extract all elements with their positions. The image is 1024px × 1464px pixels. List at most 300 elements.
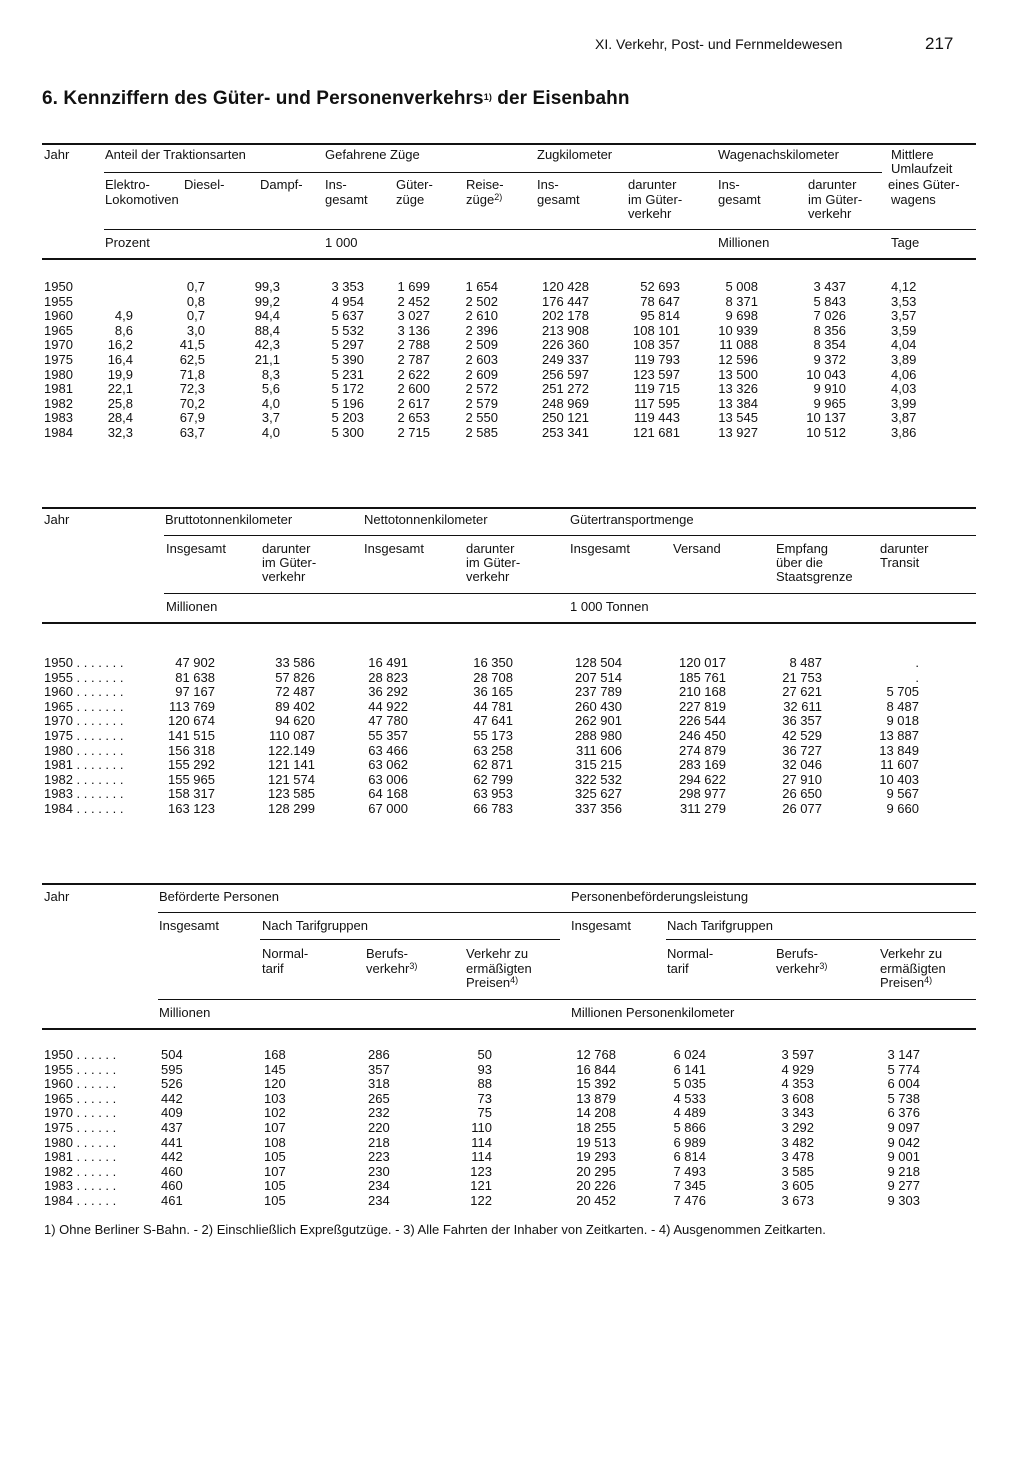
cell-bins: 141 515 (168, 728, 215, 743)
cell-bins: 158 317 (168, 786, 215, 802)
cell-pnorm: 103 (264, 1090, 286, 1106)
cell-jahr: 1984 . . . . . . . (44, 801, 124, 816)
cell-pins: 460 (161, 1163, 183, 1179)
cell-zins: 5 300 (331, 425, 364, 440)
table-row (0, 396, 1024, 411)
cell-dampf: 94,4 (254, 308, 280, 324)
cell-lerm: 9 218 (887, 1163, 920, 1179)
cell-pber: 230 (368, 1163, 390, 1179)
cell-empf: 36 357 (782, 713, 822, 729)
table-row (0, 1120, 1024, 1135)
table-rule (104, 172, 882, 173)
cell-vers: 311 279 (679, 801, 726, 816)
cell-wins: 13 500 (718, 366, 758, 382)
cell-kgut: 52 693 (640, 279, 680, 294)
cell-bgut: 122.149 (268, 742, 315, 758)
header-verkehr-zu: Verkehr zu (466, 946, 529, 961)
header-gefahrene-zuege: Gefahrene Züge (325, 147, 420, 162)
cell-pins: 460 (161, 1178, 183, 1194)
cell-tage: 3,87 (891, 410, 917, 426)
cell-tage: 3,86 (891, 425, 917, 440)
header-insgesamt: Insgesamt (364, 541, 424, 556)
cell-gins: 128 504 (575, 655, 622, 670)
cell-jahr: 1965 . . . . . . (44, 1090, 117, 1106)
header-berufsverkehr (366, 961, 417, 976)
cell-wins: 11 088 (719, 337, 758, 353)
cell-kgut: 119 715 (633, 381, 680, 397)
cell-dampf: 88,4 (254, 322, 280, 338)
cell-empf: 26 077 (782, 801, 822, 816)
cell-elektro: 4,9 (114, 308, 133, 324)
cell-kins: 120 428 (542, 279, 589, 294)
cell-jahr: 1983 . . . . . . . (44, 786, 124, 802)
cell-jahr: 1950 (44, 279, 73, 294)
cell-jahr: 1984 . . . . . . (44, 1193, 117, 1208)
table-row (0, 367, 1024, 382)
table-row (0, 684, 1024, 699)
page-title-end: der Eisenbahn (491, 88, 630, 109)
cell-perm: 93 (477, 1061, 492, 1077)
cell-jahr: 1955 . . . . . . (44, 1061, 117, 1077)
table-rule (42, 258, 976, 260)
cell-vers: 185 761 (679, 669, 726, 685)
table-rule (164, 535, 976, 536)
cell-kins: 251 272 (542, 381, 589, 397)
cell-jahr: 1980 . . . . . . (44, 1134, 117, 1150)
header-ueber-die: über die (776, 555, 823, 570)
cell-zins: 5 196 (331, 395, 364, 411)
cell-empf: 21 753 (782, 669, 822, 685)
cell-lerm: 3 147 (887, 1047, 920, 1062)
cell-perm: 121 (470, 1178, 492, 1194)
cell-bgut: 57 826 (275, 669, 315, 685)
table-row (0, 410, 1024, 425)
footnote-mark: 4) (924, 975, 933, 985)
cell-empf: 32 611 (783, 698, 822, 714)
cell-lins: 20 452 (576, 1193, 616, 1208)
cell-jahr: 1950 . . . . . . . (44, 655, 124, 670)
table-row (0, 772, 1024, 787)
cell-perm: 114 (471, 1134, 492, 1150)
cell-perm: 88 (477, 1076, 492, 1092)
cell-lerm: 9 097 (887, 1120, 920, 1135)
cell-pnorm: 105 (264, 1193, 286, 1208)
header-jahr: Jahr (44, 147, 70, 162)
cell-lerm: 6 004 (887, 1076, 920, 1092)
cell-pins: 441 (161, 1134, 183, 1150)
header-zugkilometer: Zugkilometer (537, 147, 613, 162)
table-row (0, 294, 1024, 309)
cell-kgut: 119 443 (633, 410, 680, 426)
table-row (0, 1047, 1024, 1062)
header-darunter: darunter (262, 541, 311, 556)
header-normal: Normal- (262, 946, 309, 961)
header-darunter: darunter (466, 541, 515, 556)
unit-prozent: Prozent (105, 235, 150, 250)
cell-wins: 12 596 (718, 352, 758, 367)
cell-diesel: 0,7 (186, 308, 205, 324)
cell-lins: 19 293 (576, 1149, 616, 1165)
header-verkehr-zu: Verkehr zu (880, 946, 943, 961)
cell-dampf: 5,6 (261, 381, 280, 397)
cell-tage: 3,57 (891, 308, 917, 324)
cell-nins: 36 292 (368, 684, 408, 700)
unit-tage: Tage (891, 235, 920, 250)
header-darunter: darunter (628, 177, 677, 192)
header-verkehr-text: verkehr (776, 961, 820, 976)
header-berufs: Berufs- (366, 946, 408, 961)
cell-elektro: 25,8 (107, 395, 133, 411)
header-reisezuege (466, 192, 502, 207)
cell-empf: 27 910 (782, 771, 822, 787)
cell-empf: 8 487 (789, 655, 822, 670)
cell-vers: 227 819 (679, 698, 726, 714)
header-nach-tarifgruppen: Nach Tarifgruppen (262, 918, 368, 933)
header-insgesamt: Insgesamt (571, 918, 631, 933)
header-staatsgrenze: Staatsgrenze (776, 569, 853, 584)
cell-zins: 3 353 (331, 279, 364, 294)
cell-lber: 4 353 (781, 1076, 814, 1092)
header-verkehr-text: verkehr (366, 961, 410, 976)
table-rule (104, 229, 976, 230)
table-rule (666, 939, 976, 940)
cell-jahr: 1981 (44, 381, 73, 397)
unit-millionen: Millionen (166, 599, 218, 614)
cell-diesel: 0,7 (186, 279, 205, 294)
cell-pnorm: 108 (264, 1134, 286, 1150)
cell-kins: 253 341 (542, 425, 589, 440)
cell-tage: 3,53 (891, 293, 917, 309)
cell-wins: 10 939 (718, 322, 758, 338)
cell-lnorm: 7 476 (673, 1193, 706, 1208)
cell-zgut: 2 622 (397, 366, 430, 382)
cell-lber: 3 597 (781, 1047, 814, 1062)
cell-zreise: 2 609 (465, 366, 498, 382)
cell-zgut: 2 715 (397, 425, 430, 440)
header-dampf: Dampf- (260, 177, 303, 192)
cell-bins: 120 674 (168, 713, 215, 729)
cell-gins: 260 430 (575, 698, 622, 714)
cell-perm: 50 (477, 1047, 492, 1062)
header-transit: Transit (880, 555, 920, 570)
header-diesel: Diesel- (184, 177, 225, 192)
cell-pins: 595 (161, 1061, 183, 1077)
cell-jahr: 1981 . . . . . . . (44, 757, 124, 773)
cell-tage: 3,89 (891, 352, 917, 367)
cell-lber: 3 608 (781, 1090, 814, 1106)
cell-elektro: 16,4 (107, 352, 133, 367)
cell-trans: 9 660 (886, 801, 919, 816)
section-title: XI. Verkehr, Post- und Fernmeldewesen (595, 36, 843, 52)
cell-wgut: 9 965 (813, 395, 846, 411)
cell-lins: 20 295 (576, 1163, 616, 1179)
cell-wgut: 9 372 (813, 352, 846, 367)
cell-lerm: 9 042 (887, 1134, 920, 1150)
cell-trans: 11 607 (880, 757, 919, 773)
cell-jahr: 1984 (44, 425, 73, 440)
cell-empf: 42 529 (782, 728, 822, 743)
table-row (0, 670, 1024, 685)
cell-lnorm: 4 533 (673, 1090, 706, 1106)
cell-pber: 234 (368, 1193, 390, 1208)
cell-jahr: 1955 . . . . . . . (44, 669, 124, 685)
cell-diesel: 72,3 (179, 381, 205, 397)
cell-bins: 163 123 (168, 801, 215, 816)
header-preisen (880, 975, 932, 990)
header-anteil: Anteil der Traktionsarten (105, 147, 246, 162)
table-row (0, 655, 1024, 670)
table-row (0, 1135, 1024, 1150)
cell-wins: 13 545 (718, 410, 758, 426)
cell-perm: 122 (470, 1193, 492, 1208)
cell-zgut: 1 699 (397, 279, 430, 294)
cell-kins: 213 908 (542, 322, 589, 338)
page-number: 217 (925, 34, 954, 53)
cell-wgut: 9 910 (813, 381, 846, 397)
header-insgesamt: Insgesamt (570, 541, 630, 556)
cell-pber: 234 (368, 1178, 390, 1194)
table-row (0, 279, 1024, 294)
cell-jahr: 1980 (44, 366, 73, 382)
cell-nins: 63 062 (368, 757, 408, 773)
cell-elektro: 19,9 (107, 366, 133, 382)
page-title-main: 6. Kennziffern des Güter- und Personenverkehrs (42, 88, 484, 109)
header-berufsverkehr (776, 961, 827, 976)
footnote-mark: 2) (494, 192, 503, 202)
cell-tage: 4,12 (891, 279, 917, 294)
cell-jahr: 1982 . . . . . . (44, 1163, 117, 1179)
header-reise: Reise- (466, 177, 504, 192)
cell-nins: 55 357 (368, 728, 408, 743)
cell-kins: 250 121 (542, 410, 589, 426)
cell-zgut: 2 788 (397, 337, 430, 353)
cell-jahr: 1980 . . . . . . . (44, 742, 124, 758)
header-tarif: tarif (667, 961, 689, 976)
header-jahr: Jahr (44, 889, 70, 904)
table-row (0, 425, 1024, 440)
header-preisen-text: Preisen (880, 975, 925, 990)
header-personenbefoerderungsleistung: Personenbeförderungsleistung (571, 889, 749, 904)
cell-lnorm: 6 141 (673, 1061, 706, 1077)
header-darunter: darunter (808, 177, 857, 192)
table-row (0, 1076, 1024, 1091)
cell-gins: 322 532 (575, 771, 622, 787)
cell-jahr: 1970 . . . . . . . (44, 713, 124, 729)
cell-lnorm: 7 493 (673, 1163, 706, 1179)
header-wagenachskilometer: Wagenachskilometer (718, 147, 839, 162)
cell-lnorm: 5 035 (673, 1076, 706, 1092)
cell-pins: 461 (161, 1193, 183, 1208)
cell-jahr: 1981 . . . . . . (44, 1149, 117, 1165)
cell-zins: 5 172 (331, 381, 364, 397)
header-guetertransportmenge: Gütertransportmenge (570, 512, 694, 527)
unit-millionen: Millionen (718, 235, 770, 250)
cell-wgut: 10 137 (806, 410, 846, 426)
cell-zreise: 2 502 (465, 293, 498, 309)
header-bruttotonnenkilometer: Bruttotonnenkilometer (165, 512, 293, 527)
cell-trans: . (915, 669, 919, 685)
cell-wgut: 8 356 (813, 322, 846, 338)
cell-zgut: 2 653 (397, 410, 430, 426)
cell-elektro: 8,6 (114, 322, 133, 338)
table-rule (42, 507, 976, 509)
cell-wgut: 10 043 (806, 366, 846, 382)
cell-pber: 265 (368, 1090, 390, 1106)
cell-pber: 318 (368, 1076, 390, 1092)
cell-diesel: 41,5 (179, 337, 205, 353)
cell-kgut: 121 681 (633, 425, 680, 440)
cell-elektro: 22,1 (107, 381, 133, 397)
table-rule (164, 593, 976, 594)
cell-pnorm: 102 (264, 1105, 286, 1121)
table-rule (260, 939, 560, 940)
cell-wins: 13 927 (718, 425, 758, 440)
cell-trans: 5 705 (886, 684, 919, 700)
header-versand: Versand (673, 541, 721, 556)
cell-nins: 47 780 (368, 713, 408, 729)
cell-lnorm: 6 989 (673, 1134, 706, 1150)
cell-perm: 123 (470, 1163, 492, 1179)
table-row (0, 757, 1024, 772)
cell-bgut: 89 402 (275, 698, 315, 714)
table-row (0, 1164, 1024, 1179)
table-row (0, 308, 1024, 323)
unit-millionen: Millionen (159, 1005, 211, 1020)
cell-jahr: 1975 . . . . . . . (44, 728, 124, 743)
footnote-mark: 3) (409, 961, 418, 971)
cell-kgut: 117 595 (633, 395, 680, 411)
cell-elektro: 32,3 (107, 425, 133, 440)
cell-nins: 63 466 (368, 742, 408, 758)
cell-ngut: 16 350 (473, 655, 513, 670)
cell-zins: 4 954 (331, 293, 364, 309)
table-row (0, 728, 1024, 743)
header-ins: Ins- (718, 177, 740, 192)
cell-lber: 3 605 (781, 1178, 814, 1194)
header-gueter: Güter- (396, 177, 433, 192)
cell-ngut: 47 641 (473, 713, 513, 729)
cell-wgut: 8 354 (813, 337, 846, 353)
cell-gins: 207 514 (575, 669, 622, 685)
cell-kgut: 108 101 (633, 322, 680, 338)
header-gesamt: gesamt (537, 192, 580, 207)
table-row (0, 337, 1024, 352)
cell-bgut: 94 620 (275, 713, 315, 729)
cell-wins: 13 384 (718, 395, 758, 411)
cell-perm: 114 (471, 1149, 492, 1165)
cell-gins: 325 627 (575, 786, 622, 802)
cell-perm: 75 (477, 1105, 492, 1121)
cell-lber: 3 292 (781, 1120, 814, 1135)
cell-nins: 63 006 (368, 771, 408, 787)
cell-lerm: 9 001 (887, 1149, 920, 1165)
header-im-gueter: im Güter- (628, 192, 683, 207)
cell-lins: 19 513 (576, 1134, 616, 1150)
cell-jahr: 1982 . . . . . . . (44, 771, 124, 787)
cell-lber: 3 343 (781, 1105, 814, 1121)
cell-tage: 3,99 (891, 395, 917, 411)
table-row (0, 352, 1024, 367)
cell-zins: 5 297 (331, 337, 364, 353)
cell-kins: 248 969 (542, 395, 589, 411)
cell-diesel: 71,8 (179, 366, 205, 382)
cell-jahr: 1983 (44, 410, 73, 426)
cell-lerm: 9 303 (887, 1193, 920, 1208)
cell-zreise: 2 603 (465, 352, 498, 367)
cell-zgut: 2 600 (397, 381, 430, 397)
cell-zins: 5 532 (331, 322, 364, 338)
cell-diesel: 67,9 (179, 410, 205, 426)
header-ins: Ins- (325, 177, 347, 192)
cell-jahr: 1982 (44, 395, 73, 411)
cell-zreise: 1 654 (465, 279, 498, 294)
cell-empf: 26 650 (782, 786, 822, 802)
cell-bins: 97 167 (175, 684, 215, 700)
cell-dampf: 4,0 (261, 425, 280, 440)
cell-pnorm: 107 (264, 1120, 286, 1135)
cell-lnorm: 5 866 (673, 1120, 706, 1135)
header-im-gueter: im Güter- (808, 192, 863, 207)
cell-dampf: 21,1 (254, 352, 280, 367)
cell-empf: 27 621 (782, 684, 822, 700)
cell-wins: 8 371 (725, 293, 758, 309)
table-row (0, 1091, 1024, 1106)
cell-bins: 113 769 (168, 698, 215, 714)
header-gesamt: gesamt (325, 192, 368, 207)
cell-empf: 36 727 (782, 742, 822, 758)
cell-pnorm: 168 (264, 1047, 286, 1062)
cell-gins: 288 980 (575, 728, 622, 743)
cell-pins: 526 (161, 1076, 183, 1092)
cell-pnorm: 105 (264, 1149, 286, 1165)
cell-ngut: 55 173 (473, 728, 513, 743)
cell-jahr: 1975 (44, 352, 73, 367)
cell-ngut: 36 165 (473, 684, 513, 700)
cell-lins: 16 844 (576, 1061, 616, 1077)
cell-bgut: 110 087 (268, 728, 315, 743)
header-gesamt: gesamt (718, 192, 761, 207)
cell-trans: 13 849 (879, 742, 919, 758)
cell-tage: 3,59 (891, 322, 917, 338)
cell-kgut: 119 793 (633, 352, 680, 367)
cell-zreise: 2 572 (465, 381, 498, 397)
cell-dampf: 42,3 (254, 337, 280, 353)
cell-bins: 47 902 (175, 655, 215, 670)
cell-lins: 15 392 (576, 1076, 616, 1092)
cell-ngut: 44 781 (473, 698, 513, 714)
cell-vers: 120 017 (679, 655, 726, 670)
cell-bgut: 123 585 (268, 786, 315, 802)
cell-zreise: 2 585 (465, 425, 498, 440)
header-wagens: wagens (891, 192, 936, 207)
header-im-gueter: im Güter- (262, 555, 317, 570)
table-rule (42, 1028, 976, 1030)
cell-pnorm: 105 (264, 1178, 286, 1194)
cell-pber: 223 (368, 1149, 390, 1165)
cell-nins: 16 491 (368, 655, 408, 670)
header-preisen (466, 975, 518, 990)
cell-ngut: 66 783 (473, 801, 513, 816)
cell-lber: 3 482 (781, 1134, 814, 1150)
cell-kins: 176 447 (542, 293, 589, 309)
cell-lnorm: 6 814 (673, 1149, 706, 1165)
cell-zins: 5 231 (331, 366, 364, 382)
header-umlaufzeit: Umlaufzeit (891, 161, 953, 176)
cell-bins: 81 638 (175, 669, 215, 685)
header-tarif: tarif (262, 961, 284, 976)
cell-pber: 218 (368, 1134, 390, 1150)
cell-lber: 3 478 (781, 1149, 814, 1165)
